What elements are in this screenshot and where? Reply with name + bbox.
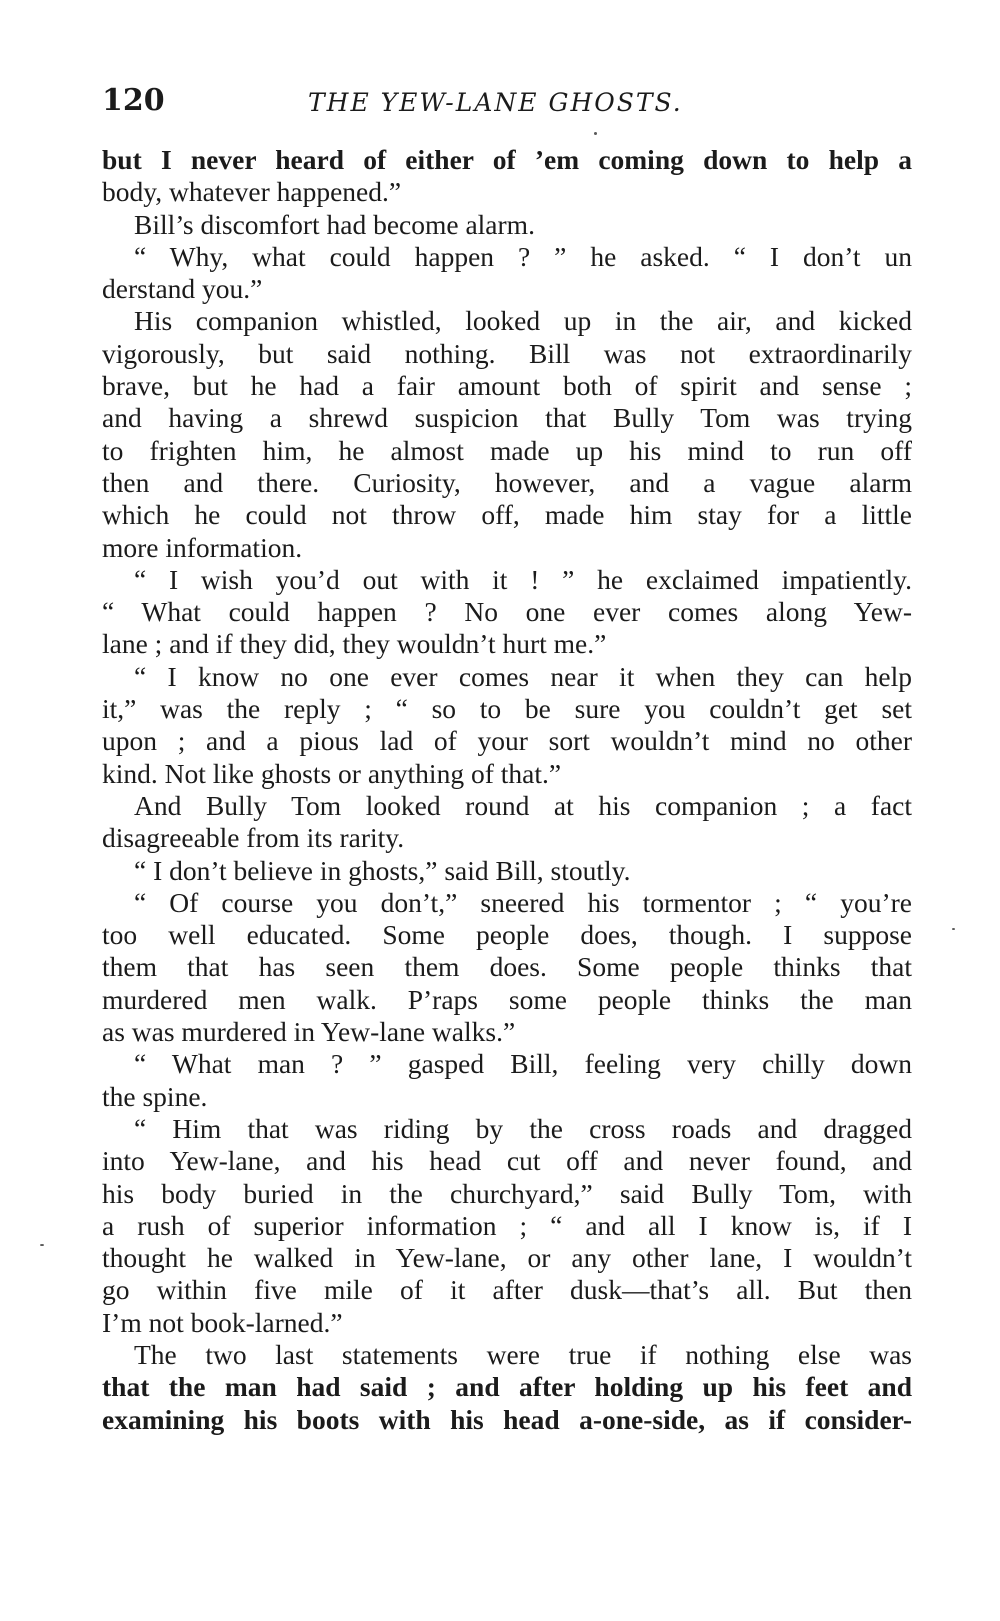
text-line: “ Him that was riding by the cross roads and dragged [134,1112,912,1144]
text-line: body, whatever happened.” [102,176,402,208]
body-text [102,144,912,1436]
text-line: Bill’s discomfort had become alarm. [134,208,535,240]
text-line: it,” was the reply ; “ so to be sure you couldn’t get set [102,693,912,725]
text-line: then and there. Curiosity, however, and a vague alarm [102,466,912,498]
text-line: murdered men walk. P’raps some people thinks the man [102,983,912,1015]
text-line: examining his boots with his head a-one-side, as if consider- [102,1403,912,1435]
text-line: I’m not book-larned.” [102,1306,343,1338]
text-line: “ Of course you don’t,” sneered his tormentor ; “ you’re [134,886,912,918]
running-title: THE YEW-LANE GHOSTS. [308,88,683,117]
text-line: too well educated. Some people does, though. I suppose [102,919,912,951]
text-line: “ I know no one ever comes near it when they can help [134,660,912,692]
text-line: go within five mile of it after dusk—that’s all. But then [102,1274,912,1306]
text-line: “ What could happen ? No one ever comes along Yew- [102,596,912,628]
text-line: kind. Not like ghosts or anything of that.” [102,757,562,789]
text-line: vigorously, but said nothing. Bill was not extraordinarily [102,337,912,369]
text-line: into Yew-lane, and his head cut off and never found, and [102,1145,912,1177]
text-line: more information. [102,531,303,563]
text-line: and having a shrewd suspicion that Bully Tom was trying [102,402,912,434]
text-line: his body buried in the churchyard,” said Bully Tom, with [102,1177,912,1209]
text-line: His companion whistled, looked up in the air, and kicked [134,305,912,337]
ink-speck [40,1244,44,1246]
text-line: The two last statements were true if nothing else was [134,1338,912,1370]
text-line: “ Why, what could happen ? ” he asked. “ I don’t un [134,240,912,272]
ink-speck [594,132,597,135]
text-line: which he could not throw off, made him stay for a little [102,499,912,531]
text-line: that the man had said ; and after holding up his feet and [102,1371,912,1403]
text-line: to frighten him, he almost made up his mind to run off [102,434,912,466]
text-line: upon ; and a pious lad of your sort wouldn’t mind no other [102,725,912,757]
text-line: as was murdered in Yew-lane walks.” [102,1016,516,1048]
page-number: 120 [102,83,165,118]
text-line: “ What man ? ” gasped Bill, feeling very chilly down [134,1048,912,1080]
ink-speck [952,928,955,930]
text-line: “ I don’t believe in ghosts,” said Bill, stoutly. [134,854,631,886]
text-line: “ I wish you’d out with it ! ” he exclaimed impatiently. [134,563,912,595]
text-line: brave, but he had a fair amount both of spirit and sense ; [102,370,912,402]
text-line: but I never heard of either of ’em coming down to help a [102,144,912,175]
page-header [102,84,912,124]
text-line: And Bully Tom looked round at his companion ; a fact [134,789,912,821]
text-line: lane ; and if they did, they wouldn’t hurt me.” [102,628,607,660]
text-line: thought he walked in Yew-lane, or any other lane, I wouldn’t [102,1242,912,1274]
text-line: the spine. [102,1080,208,1112]
text-line: a rush of superior information ; “ and all I know is, if I [102,1209,912,1241]
text-line: derstand you.” [102,273,263,305]
text-line: them that has seen them does. Some people thinks that [102,951,912,983]
text-line: disagreeable from its rarity. [102,822,405,854]
